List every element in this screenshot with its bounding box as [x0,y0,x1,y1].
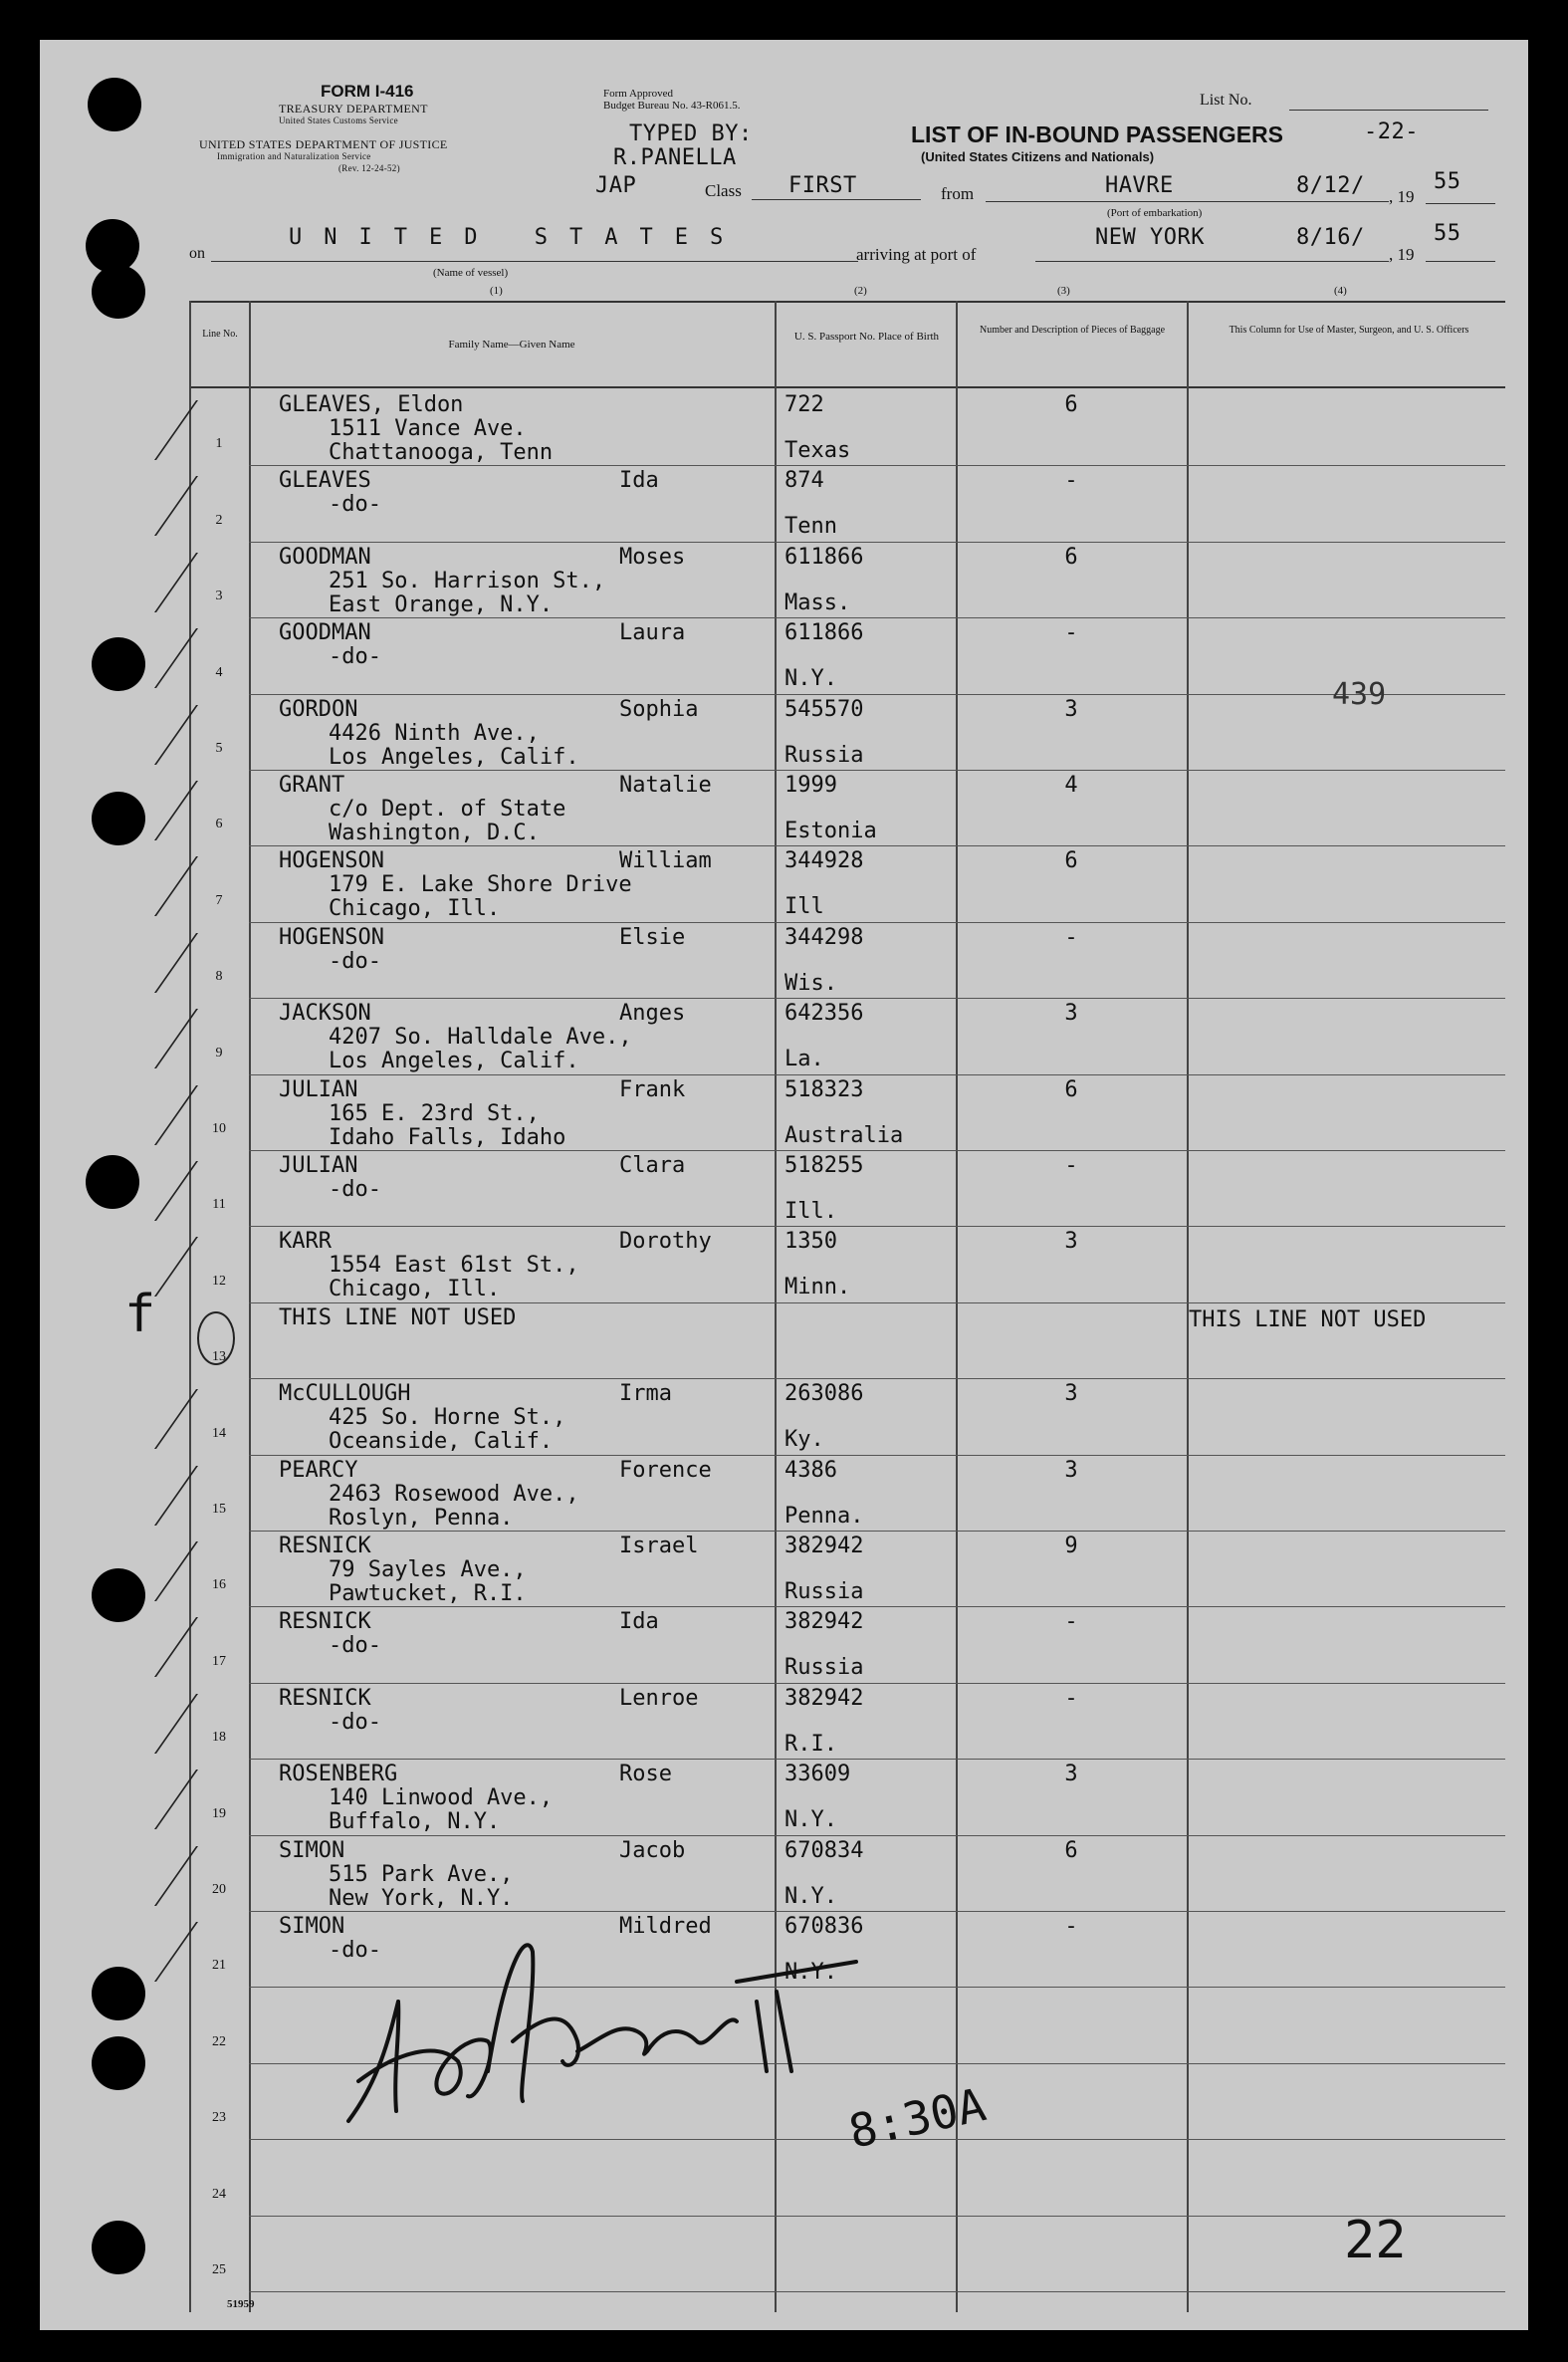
table-row [189,466,1505,542]
line-number: 24 [212,2186,226,2202]
baggage-count: - [1064,468,1078,494]
passport-number: 344298 [784,924,864,950]
margin-mark: f [124,1285,156,1344]
given-name: Laura [619,620,686,646]
table-row [189,1303,1505,1379]
punch-hole [88,78,141,131]
arriving-label: arriving at port of [856,245,977,264]
check-mark [154,1694,278,1754]
address-line-1: c/o Dept. of State [329,797,566,822]
officer-note: 439 [1332,677,1387,712]
family-name: THIS LINE NOT USED [279,1304,517,1330]
address-line-2: Oceanside, Calif. [329,1429,554,1455]
line-number: 13 [212,1349,226,1365]
port-embark-caption: (Port of embarkation) [1107,207,1203,219]
table-row [189,1607,1505,1683]
family-name: RESNICK [279,1685,371,1711]
place-of-birth: Australia [784,1122,904,1148]
page-number: -22- [1364,119,1419,144]
baggage-count: - [1064,1914,1078,1939]
place-of-birth: Ill [784,894,824,920]
table-row [189,846,1505,922]
jap-code: JAP [595,173,637,198]
passport-number: 611866 [784,620,864,646]
class-label: Class [705,181,742,200]
line-number: 8 [215,969,223,985]
passport-number: 263086 [784,1381,864,1407]
family-name: GOODMAN [279,620,371,646]
row-rule [249,2291,1505,2292]
punch-hole [92,265,145,319]
passport-number: 344928 [784,848,864,874]
punch-hole [92,1568,145,1622]
punch-hole [92,2221,145,2274]
manifest-title: LIST OF IN-BOUND PASSENGERS [911,121,1283,147]
check-mark [154,856,278,916]
check-mark [154,1770,278,1829]
line-number: 25 [212,2261,226,2277]
given-name: Jacob [619,1837,686,1863]
dept-justice: UNITED STATES DEPARTMENT OF JUSTICE [199,137,448,151]
line-number: 11 [212,1197,226,1213]
address-line-1: 140 Linwood Ave., [329,1785,554,1811]
family-name: JULIAN [279,1076,358,1102]
check-mark [154,933,278,993]
place-of-birth: Penna. [784,1503,864,1529]
baggage-count: - [1064,1153,1078,1178]
place-of-birth: Wis. [784,970,837,996]
family-name: KARR [279,1229,332,1255]
address-line-1: 4207 So. Halldale Ave., [329,1025,632,1051]
check-mark [154,400,278,460]
given-name: Sophia [619,696,699,722]
family-name: GORDON [279,696,358,722]
table-row [189,390,1505,466]
given-name: Mildred [619,1914,712,1939]
typed-by-name: R.PANELLA [613,145,737,170]
place-of-birth: Tenn [784,514,837,540]
col-num-3: (3) [1057,285,1070,297]
address-line-2: Chattanooga, Tenn [329,440,554,465]
port-of-embarkation: HAVRE [1105,173,1174,198]
col-num-2: (2) [854,285,867,297]
place-of-birth: Texas [784,438,851,463]
family-name: McCULLOUGH [279,1381,411,1407]
punch-hole [86,1155,139,1209]
address-line-1: -do- [329,644,381,670]
line-number: 7 [215,892,223,908]
line-number: 19 [212,1805,226,1821]
family-name: HOGENSON [279,848,384,874]
line-number: 16 [212,1577,226,1593]
given-name: Clara [619,1153,686,1178]
given-name: William [619,848,712,874]
place-of-birth: Russia [784,1655,864,1681]
header-line-no: Line No. [202,329,238,340]
check-mark [154,1161,278,1221]
from-label: from [941,184,975,203]
line-number: 21 [212,1958,226,1974]
line-number: 14 [212,1425,226,1441]
header-passport: U. S. Passport No. Place of Birth [793,331,940,343]
table-row [189,1532,1505,1607]
year-line-2 [1426,261,1495,262]
address-line-1: 251 So. Harrison St., [329,568,606,593]
dept-justice-sub: Immigration and Naturalization Service [217,151,371,161]
family-name: RESNICK [279,1534,371,1558]
table-row [189,2140,1505,2216]
inspector-signature [338,1922,896,2141]
line-number: 12 [212,1273,226,1289]
address-line-2: Los Angeles, Calif. [329,1049,579,1074]
baggage-count: 9 [1064,1534,1078,1558]
address-line-2: Idaho Falls, Idaho [329,1124,566,1150]
form-number: FORM I-416 [321,82,414,101]
signature-time: 8:30A [843,2077,991,2159]
address-line-1: 79 Sayles Ave., [329,1557,527,1582]
passport-number: 382942 [784,1534,864,1558]
header-officers: This Column for Use of Master, Surgeon, and U. S. Officers [1229,325,1469,336]
check-mark [154,1846,278,1906]
line-number: 5 [215,740,223,756]
family-name: GRANT [279,773,345,798]
table-row [189,1760,1505,1835]
passport-number: 642356 [784,1001,864,1027]
address-line-1: 179 E. Lake Shore Drive [329,872,632,898]
check-mark [154,1617,278,1677]
budget-bureau: Budget Bureau No. 43-R061.5. [603,100,741,112]
page-mark: 22 [1344,2211,1407,2270]
check-mark [154,476,278,536]
check-mark [154,1237,278,1297]
given-name: Natalie [619,773,712,798]
place-of-birth: R.I. [784,1731,837,1757]
address-line-2: Buffalo, N.Y. [329,1809,501,1835]
check-mark [154,1389,278,1449]
line-number: 20 [212,1881,226,1897]
address-line-2: Pawtucket, R.I. [329,1581,527,1606]
punch-hole [92,637,145,691]
line-number: 2 [215,512,223,528]
manifest-subtitle: (United States Citizens and Nationals) [921,149,1155,164]
passport-number: 670834 [784,1837,864,1863]
line-number: 9 [215,1045,223,1061]
from-line [986,201,1389,202]
table-row [189,2217,1505,2292]
list-no-line [1289,110,1488,111]
baggage-count: 6 [1064,392,1078,417]
line-number: 3 [215,589,223,604]
address-line-1: -do- [329,1177,381,1202]
check-mark [154,1541,278,1601]
baggage-count: 3 [1064,1229,1078,1255]
table-row [189,1151,1505,1227]
address-line-1: -do- [329,1938,381,1963]
table-row [189,999,1505,1074]
family-name: SIMON [279,1837,345,1863]
given-name: Irma [619,1381,672,1407]
table-row [189,1836,1505,1912]
baggage-count: - [1064,1609,1078,1635]
line-number: 17 [212,1653,226,1669]
col-num-4: (4) [1334,285,1347,297]
check-mark [154,1009,278,1068]
passport-number: 670836 [784,1914,864,1939]
vessel-caption: (Name of vessel) [433,267,509,279]
address-line-1: 1511 Vance Ave. [329,416,527,441]
line-number: 22 [212,2033,226,2049]
baggage-count: 6 [1064,1837,1078,1863]
check-mark [154,781,278,840]
port-of-arrival: NEW YORK [1095,225,1205,250]
table-row [189,1075,1505,1151]
baggage-count: 3 [1064,1381,1078,1407]
officer-column-note: THIS LINE NOT USED [1189,1306,1427,1332]
passport-number: 4386 [784,1457,837,1483]
passport-number: 1999 [784,773,837,798]
address-line-1: 1554 East 61st St., [329,1253,579,1279]
arrival-date: 8/16/ [1296,225,1365,250]
family-name: SIMON [279,1914,345,1939]
circled-line-mark [197,1311,235,1365]
list-no-label: List No. [1200,92,1252,109]
table-row [189,695,1505,771]
passport-number: 382942 [784,1609,864,1635]
place-of-birth: La. [784,1047,824,1072]
vessel-name: UNITED STATES [289,225,746,250]
address-line-1: 2463 Rosewood Ave., [329,1481,579,1507]
dept-treasury: TREASURY DEPARTMENT [279,102,428,116]
line-number: 4 [215,664,223,680]
punch-hole [92,2036,145,2090]
class-line [752,199,921,200]
table-row [189,771,1505,846]
check-mark [154,705,278,765]
line-number: 18 [212,1730,226,1746]
family-name: RESNICK [279,1609,371,1635]
year-1: 55 [1434,169,1461,194]
family-name: PEARCY [279,1457,358,1483]
year-label-1: , 19 [1389,187,1415,206]
address-line-1: 165 E. 23rd St., [329,1100,540,1126]
form-approved: Form Approved [603,88,673,100]
given-name: Israel [619,1534,699,1558]
passport-number: 518323 [784,1076,864,1102]
table-row [189,618,1505,694]
line-number: 15 [212,1501,226,1517]
line-number: 23 [212,2110,226,2126]
typed-by-label: TYPED BY: [629,121,753,146]
place-of-birth: Ky. [784,1427,824,1453]
dept-treasury-sub: United States Customs Service [279,116,398,125]
family-name: GLEAVES [279,468,371,494]
year-2: 55 [1434,221,1461,246]
address-line-2: East Orange, N.Y. [329,591,554,617]
passport-number: 722 [784,392,824,417]
passport-number: 545570 [784,696,864,722]
address-line-2: Los Angeles, Calif. [329,744,579,770]
address-line-1: -do- [329,948,381,974]
table-top-rule [189,301,1505,303]
baggage-count: 6 [1064,1076,1078,1102]
embarkation-date: 8/12/ [1296,173,1365,198]
year-line-1 [1426,203,1495,204]
year-label-2: , 19 [1389,245,1415,264]
line-number: 6 [215,817,223,832]
punch-hole [92,1967,145,2020]
given-name: Elsie [619,924,686,950]
col-num-1: (1) [490,285,503,297]
address-line-2: Chicago, Ill. [329,896,501,922]
table-row [189,923,1505,999]
given-name: Forence [619,1457,712,1483]
address-line-1: 425 So. Horne St., [329,1405,566,1431]
punch-hole [92,792,145,845]
address-line-2: Washington, D.C. [329,821,540,845]
place-of-birth: N.Y. [784,1960,837,1985]
place-of-birth: N.Y. [784,666,837,692]
arriving-line [1035,261,1389,262]
passport-number: 611866 [784,544,864,570]
manifest-sheet [40,40,1528,2330]
baggage-count: 6 [1064,848,1078,874]
table-row [189,1227,1505,1302]
family-name: HOGENSON [279,924,384,950]
place-of-birth: N.Y. [784,1883,837,1909]
passport-number: 382942 [784,1685,864,1711]
passport-number: 874 [784,468,824,494]
class-value: FIRST [788,173,857,198]
address-line-1: -do- [329,1709,381,1735]
on-label: on [189,245,205,262]
place-of-birth: Mass. [784,590,851,615]
given-name: Lenroe [619,1685,699,1711]
address-line-2: Roslyn, Penna. [329,1505,514,1531]
check-mark [154,1922,278,1982]
given-name: Anges [619,1001,686,1027]
table-row [189,1684,1505,1760]
family-name: JACKSON [279,1001,371,1027]
baggage-count: 3 [1064,1762,1078,1787]
table-row [189,1379,1505,1455]
place-of-birth: Minn. [784,1275,851,1300]
given-name: Rose [619,1762,672,1787]
address-line-2: New York, N.Y. [329,1885,514,1911]
place-of-birth: N.Y. [784,1807,837,1833]
address-line-2: Chicago, Ill. [329,1277,501,1302]
place-of-birth: Russia [784,1579,864,1604]
vessel-line [211,261,858,262]
check-mark [154,1085,278,1145]
given-name: Ida [619,468,659,494]
baggage-count: 3 [1064,1457,1078,1483]
baggage-count: 6 [1064,544,1078,570]
family-name: GOODMAN [279,544,371,570]
table-row [189,1456,1505,1532]
place-of-birth: Estonia [784,819,877,843]
given-name: Ida [619,1609,659,1635]
given-name: Dorothy [619,1229,712,1255]
family-name: GLEAVES, Eldon [279,392,464,417]
header-baggage: Number and Description of Pieces of Baggage [979,325,1166,336]
baggage-count: 4 [1064,773,1078,798]
header-name: Family Name—Given Name [448,339,575,351]
footer-code: 51959 [227,2298,255,2310]
baggage-count: - [1064,924,1078,950]
table-row [189,543,1505,618]
check-mark [154,553,278,612]
address-line-1: -do- [329,492,381,518]
header-bottom-rule [189,386,1505,388]
line-number: 10 [212,1120,226,1136]
check-mark [154,628,278,688]
check-mark [154,1466,278,1526]
passport-number: 33609 [784,1762,851,1787]
family-name: JULIAN [279,1153,358,1178]
baggage-count: 3 [1064,696,1078,722]
baggage-count: - [1064,1685,1078,1711]
passport-number: 1350 [784,1229,837,1255]
given-name: Moses [619,544,686,570]
place-of-birth: Ill. [784,1199,837,1224]
form-revision: (Rev. 12-24-52) [338,163,400,173]
baggage-count: 3 [1064,1001,1078,1027]
family-name: ROSENBERG [279,1762,398,1787]
line-number: 1 [215,436,223,452]
baggage-count: - [1064,620,1078,646]
passport-number: 518255 [784,1153,864,1178]
address-line-1: 515 Park Ave., [329,1861,514,1887]
address-line-1: -do- [329,1633,381,1659]
given-name: Frank [619,1076,686,1102]
address-line-1: 4426 Ninth Ave., [329,720,540,746]
place-of-birth: Russia [784,742,864,768]
